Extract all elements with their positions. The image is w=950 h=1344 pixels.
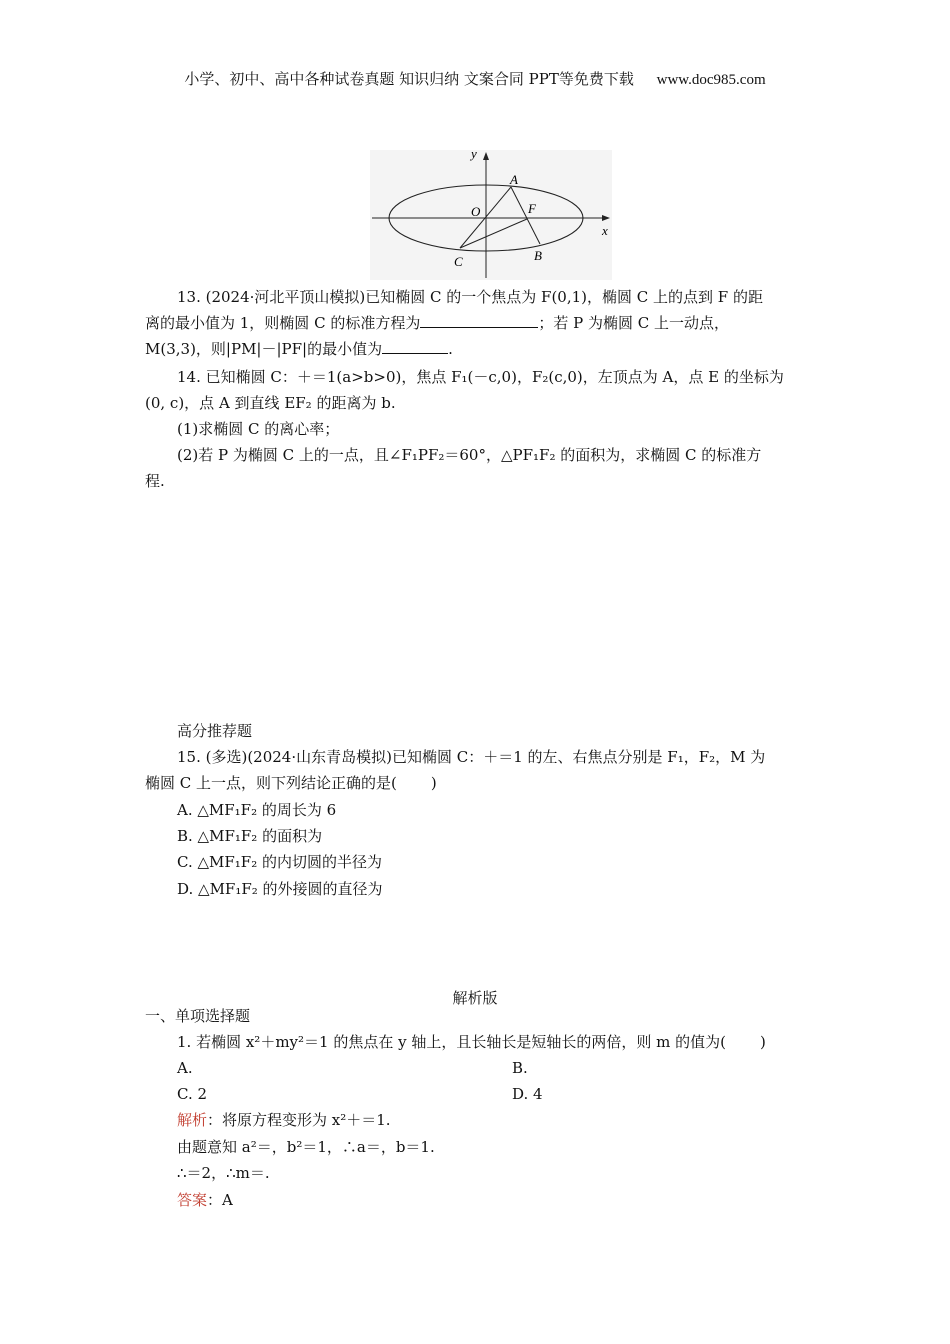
q13-blank-2[interactable]	[382, 338, 448, 354]
q1-line1-text: 1. 若椭圆 x²＋my²＝1 的焦点在 y 轴上，且长轴长是短轴长的两倍，则 m 的值为(	[177, 1033, 726, 1051]
q13-line3-text: M(3,3)，则|PM|－|PF|的最小值为	[145, 340, 383, 358]
label-y: y	[471, 150, 477, 161]
q13-line3-tail: .	[448, 340, 453, 358]
q1-step1: 由题意知 a²＝，b²＝1，∴a＝，b＝1.	[177, 1138, 435, 1156]
q1-line1-end: )	[759, 1033, 766, 1051]
label-x: x	[602, 223, 608, 238]
q15-line2	[145, 770, 437, 796]
header-text: 小学、初中、高中各种试卷真题 知识归纳 文案合同 PPT等免费下载	[184, 70, 634, 88]
q1-option-d: D. 4	[512, 1085, 543, 1103]
q13-line3	[145, 336, 453, 362]
analysis-text: ：将原方程变形为 x²＋＝1.	[207, 1111, 391, 1129]
q1-analysis	[177, 1107, 391, 1133]
q15-line2-end: )	[430, 774, 437, 792]
q13-line2	[145, 310, 729, 336]
header-site-link[interactable]: www.doc985.com	[656, 72, 766, 88]
q1-option-c: C. 2	[177, 1085, 208, 1103]
q1-option-a: A.	[177, 1059, 193, 1077]
q14-part2-cont: 程.	[145, 472, 165, 490]
q15-line2-text: 椭圆 C 上一点，则下列结论正确的是(	[145, 774, 397, 792]
label-C: C	[454, 254, 463, 269]
q1-step2: ∴＝2，∴m＝.	[177, 1164, 270, 1182]
answer-label: 答案	[177, 1191, 208, 1209]
solution-title: 解析版	[452, 989, 498, 1007]
q14-part1: (1)求椭圆 C 的离心率；	[177, 420, 340, 438]
q1-line1	[177, 1029, 766, 1055]
section-high-score: 高分推荐题	[177, 722, 253, 740]
label-B: B	[534, 248, 542, 263]
figure-background	[370, 150, 612, 280]
q1-answer	[177, 1187, 233, 1213]
q13-line2-text: 离的最小值为 1，则椭圆 C 的标准方程为	[145, 314, 421, 332]
q15-line1: 15. (多选)(2024·山东青岛模拟)已知椭圆 C：＋＝1 的左、右焦点分别是 F₁，F₂，M 为	[177, 748, 766, 766]
q13-line2-tail: ；若 P 为椭圆 C 上一动点，	[538, 314, 729, 332]
answer-text: ：A	[207, 1191, 233, 1209]
q15-option-c: C. △MF₁F₂ 的内切圆的半径为	[177, 853, 382, 871]
q15-option-d: D. △MF₁F₂ 的外接圆的直径为	[177, 880, 383, 898]
label-O: O	[471, 204, 481, 219]
ellipse-figure	[370, 150, 612, 280]
page-header	[0, 68, 950, 89]
q14-line1: 14. 已知椭圆 C：＋＝1(a>b>0)，焦点 F₁(－c,0)，F₂(c,0)，左顶点为 A，点 E 的坐标为	[177, 368, 784, 386]
q13-line1: 13. (2024·河北平顶山模拟)已知椭圆 C 的一个焦点为 F(0,1)，椭圆 C 上的点到 F 的距	[177, 288, 763, 306]
q14-line2: (0, c)，点 A 到直线 EF₂ 的距离为 b.	[145, 394, 396, 412]
analysis-label: 解析	[177, 1111, 208, 1129]
q1-option-b: B.	[512, 1059, 528, 1077]
label-F: F	[528, 201, 536, 216]
q13-blank-1[interactable]	[420, 312, 538, 328]
q15-option-a: A. △MF₁F₂ 的周长为 6	[177, 801, 337, 819]
q14-part2: (2)若 P 为椭圆 C 上的一点，且∠F₁PF₂＝60°，△PF₁F₂ 的面积为，求椭圆 C 的标准方	[177, 446, 762, 464]
label-A: A	[510, 172, 518, 187]
solution-section-1: 一、单项选择题	[145, 1007, 251, 1025]
q15-option-b: B. △MF₁F₂ 的面积为	[177, 827, 323, 845]
